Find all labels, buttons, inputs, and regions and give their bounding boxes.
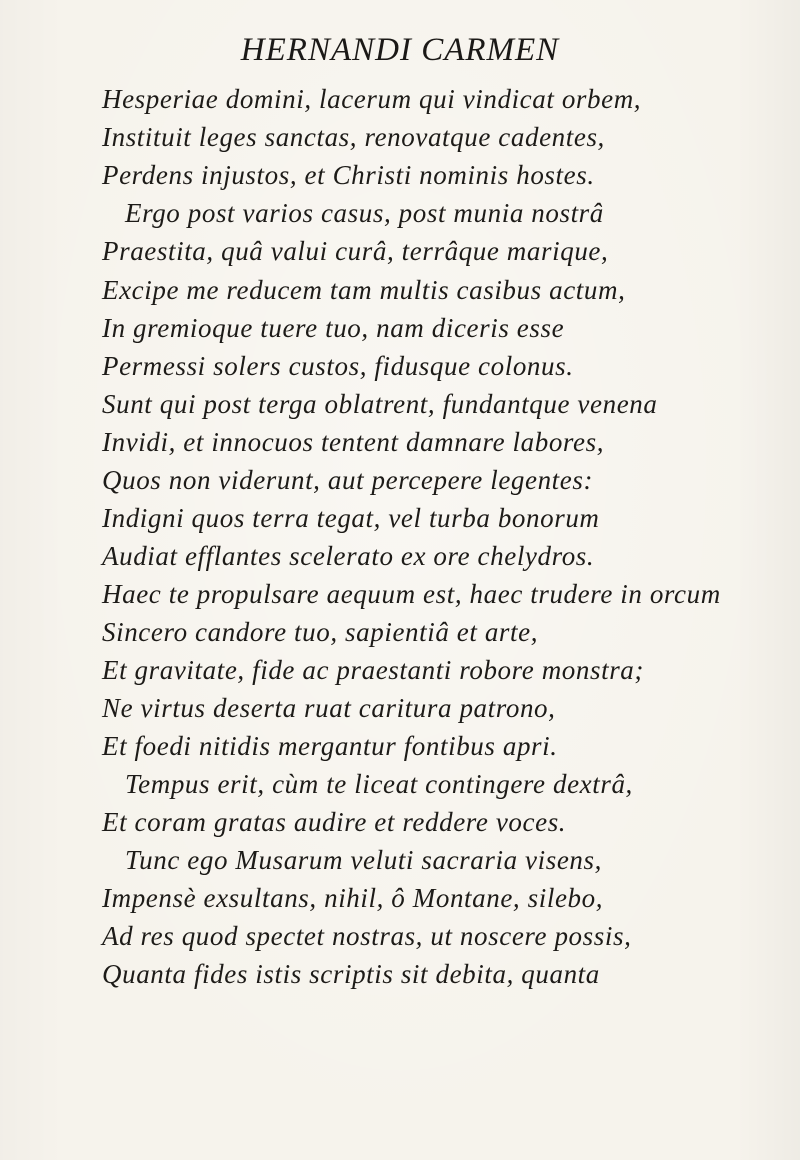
poem-line: Sincero candore tuo, sapientiâ et arte,: [102, 617, 539, 647]
poem-line: Perdens injustos, et Christi nominis hostes.: [102, 160, 595, 190]
poem-line: Et foedi nitidis mergantur fontibus apri.: [102, 731, 558, 761]
poem-line: Ne virtus deserta ruat caritura patrono,: [102, 693, 556, 723]
poem-title: HERNANDI CARMEN: [240, 32, 560, 68]
poem-line: Quos non viderunt, aut percepere legentes:: [102, 465, 594, 495]
poem-line: Ergo post varios casus, post munia nostrâ: [125, 198, 604, 228]
poem-line: Et gravitate, fide ac praestanti robore monstra;: [102, 655, 644, 685]
poem-line: In gremioque tuere tuo, nam diceris esse: [102, 313, 565, 343]
poem-line: Haec te propulsare aequum est, haec trudere in orcum: [102, 579, 721, 609]
poem-line: Tempus erit, cùm te liceat contingere dextrâ,: [125, 769, 633, 799]
poem-line: Ad res quod spectet nostras, ut noscere possis,: [102, 921, 632, 951]
poem-line: Impensè exsultans, nihil, ô Montane, silebo,: [102, 883, 604, 913]
poem-line: Instituit leges sanctas, renovatque cadentes,: [102, 122, 605, 152]
poem-line: Audiat efflantes scelerato ex ore chelydros.: [102, 541, 595, 571]
poem-line: Tunc ego Musarum veluti sacraria visens,: [125, 845, 602, 875]
poem-line: Quanta fides istis scriptis sit debita, quanta: [102, 959, 600, 989]
poem-line: Indigni quos terra tegat, vel turba bonorum: [102, 503, 600, 533]
poem-line: Hesperiae domini, lacerum qui vindicat orbem,: [102, 84, 642, 114]
poem-line: Permessi solers custos, fidusque colonus.: [102, 351, 574, 381]
poem-line: Excipe me reducem tam multis casibus actum,: [102, 275, 626, 305]
poem-line: Invidi, et innocuos tentent damnare labores,: [102, 427, 605, 457]
poem-line: Praestita, quâ valui curâ, terrâque marique,: [102, 236, 609, 266]
poem-line: Et coram gratas audire et reddere voces.: [102, 807, 567, 837]
poem-line: Sunt qui post terga oblatrent, fundantque venena: [102, 389, 658, 419]
